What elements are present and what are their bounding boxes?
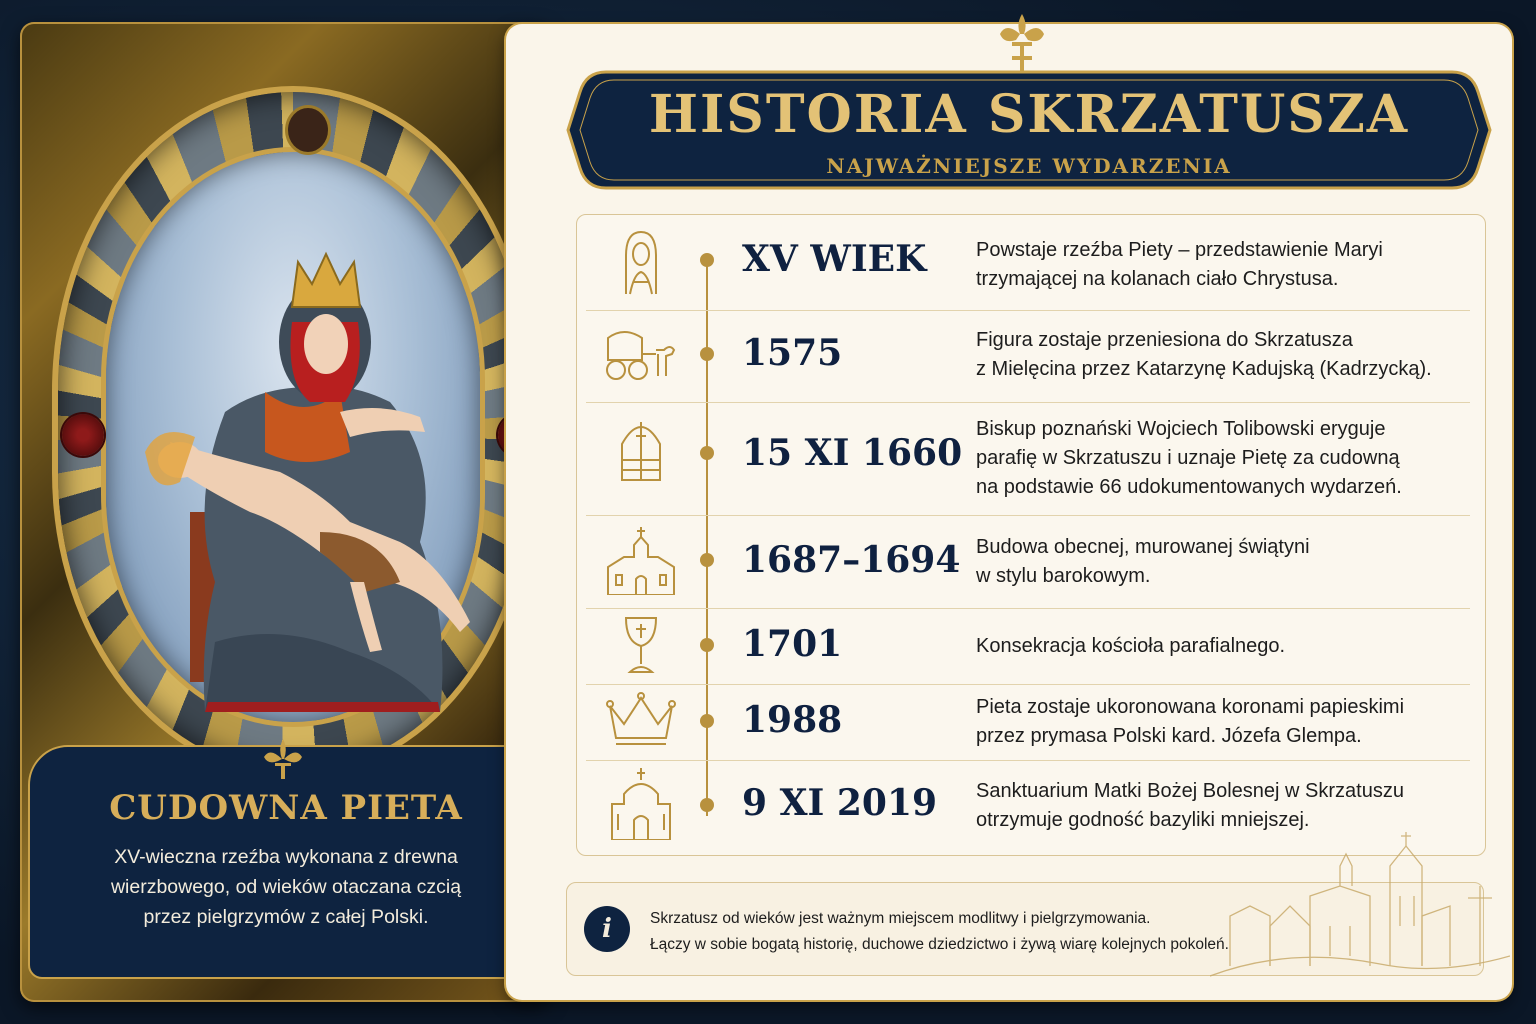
timeline-row bbox=[586, 222, 1470, 310]
timeline-row bbox=[586, 402, 1470, 515]
event-date: 1575 bbox=[742, 332, 843, 374]
timeline-row bbox=[586, 515, 1470, 608]
info-icon: i bbox=[584, 906, 630, 952]
event-description bbox=[976, 533, 1310, 591]
event-date: 1701 bbox=[742, 623, 843, 665]
town-skyline-sketch bbox=[1210, 826, 1510, 980]
timeline-dot bbox=[700, 347, 714, 361]
event-date: XV WIEK bbox=[742, 238, 927, 280]
timeline-row bbox=[586, 608, 1470, 684]
mitre-icon bbox=[604, 414, 678, 486]
event-description-line: Sanktuarium Matki Bożej Bolesnej w Skrzatuszu bbox=[976, 780, 1404, 802]
statue-description-line: XV-wieczna rzeźba wykonana z drewna bbox=[114, 846, 458, 868]
event-description-line: Budowa obecnej, murowanej świątyni bbox=[976, 536, 1310, 558]
page-subtitle: NAJWAŻNIEJSZE WYDARZENIA bbox=[826, 154, 1232, 178]
event-date: 1988 bbox=[742, 699, 843, 741]
info-text-line: Łączy w sobie bogatą historię, duchowe dziedzictwo i żywą wiarę kolejnych pokoleń. bbox=[650, 936, 1229, 953]
event-description-line: Biskup poznański Wojciech Tolibowski eryguje bbox=[976, 418, 1386, 440]
event-description-line: otrzymuje godność bazyliki mniejszej. bbox=[976, 809, 1310, 831]
event-description-line: z Mielęcina przez Katarzynę Kadujską (Kadrzycką). bbox=[976, 358, 1432, 380]
event-description-line: Figura zostaje przeniesiona do Skrzatusza bbox=[976, 329, 1353, 351]
event-description-line: trzymającej na kolanach ciało Chrystusa. bbox=[976, 268, 1339, 290]
event-description-line: Konsekracja kościoła parafialnego. bbox=[976, 635, 1286, 657]
page-title: HISTORIA SKRZATUSZA bbox=[648, 84, 1410, 145]
statue-description bbox=[70, 842, 502, 932]
event-description-line: przez prymasa Polski kard. Józefa Glempa. bbox=[976, 725, 1362, 747]
fleur-de-lis-icon bbox=[258, 735, 308, 785]
timeline-row bbox=[586, 684, 1470, 760]
event-description-line: Powstaje rzeźba Piety – przedstawienie Maryi bbox=[976, 239, 1383, 261]
event-date: 15 XI 1660 bbox=[742, 432, 963, 474]
crown-icon bbox=[604, 686, 678, 758]
event-description-line: w stylu barokowym. bbox=[976, 565, 1151, 587]
event-description bbox=[976, 326, 1432, 384]
event-date: 9 XI 2019 bbox=[742, 782, 938, 824]
statue-description-line: przez pielgrzymów z całej Polski. bbox=[143, 906, 429, 928]
basilica-icon bbox=[604, 768, 678, 840]
madonna-icon bbox=[604, 226, 678, 298]
event-description bbox=[976, 415, 1402, 502]
church-icon bbox=[604, 523, 678, 595]
event-description bbox=[976, 236, 1383, 294]
timeline-dot bbox=[700, 253, 714, 267]
info-text bbox=[650, 906, 1229, 958]
event-description-line: Pieta zostaje ukoronowana koronami papieskimi bbox=[976, 696, 1405, 718]
event-description bbox=[976, 693, 1404, 751]
event-description-line: na podstawie 66 udokumentowanych wydarzeń. bbox=[976, 476, 1402, 498]
timeline-dot bbox=[700, 798, 714, 812]
timeline-dot bbox=[700, 446, 714, 460]
event-description bbox=[976, 632, 1285, 661]
horse-cart-icon bbox=[604, 320, 678, 392]
statue-description-line: wierzbowego, od wieków otaczana czcią bbox=[110, 876, 462, 898]
info-text-line: Skrzatusz od wieków jest ważnym miejscem modlitwy i pielgrzymowania. bbox=[650, 910, 1151, 927]
timeline-dot bbox=[700, 553, 714, 567]
timeline-row bbox=[586, 310, 1470, 402]
chalice-icon bbox=[604, 610, 678, 682]
event-description-line: parafię w Skrzatuszu i uznaje Pietę za cudowną bbox=[976, 447, 1400, 469]
timeline-dot bbox=[700, 638, 714, 652]
event-date: 1687–1694 bbox=[742, 539, 961, 581]
statue-title: CUDOWNA PIETA bbox=[109, 788, 463, 828]
timeline-dot bbox=[700, 714, 714, 728]
